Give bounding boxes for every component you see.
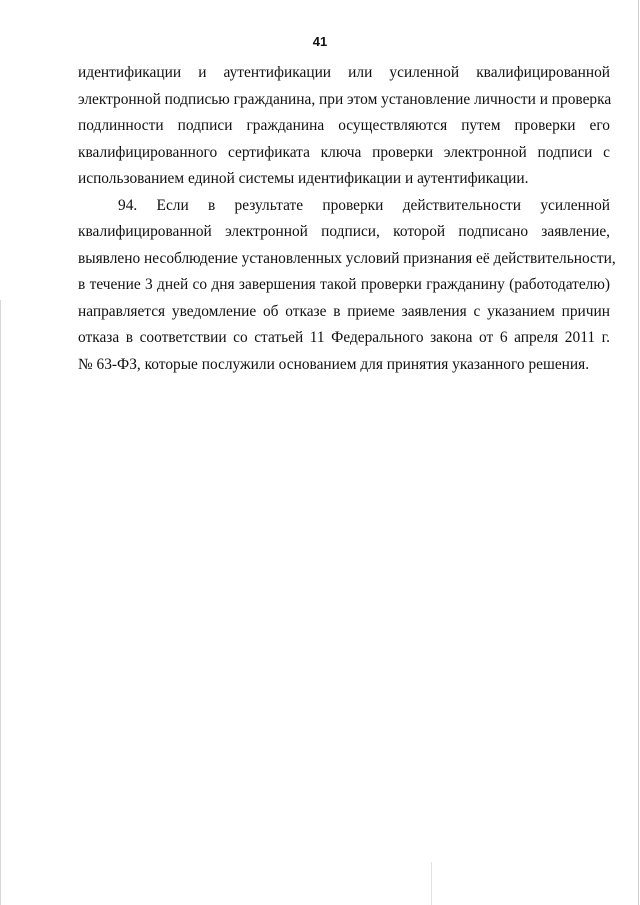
text-line: выявлено несоблюдение установленных условий признания её действительности, [78, 249, 616, 267]
text-line: идентификации и аутентификации или усиленной квалифицированной [78, 64, 610, 81]
scan-mark-bottom [431, 862, 432, 905]
document-body [78, 60, 616, 378]
text-line: направляется уведомление об отказе в приеме заявления с указанием причин [78, 302, 610, 320]
scan-edge-right [638, 0, 639, 905]
text-line: квалифицированного сертификата ключа проверки электронной подписи с [78, 143, 610, 161]
scan-edge-left [0, 300, 1, 905]
paragraph-94-first-line: 94. Если в результате проверки действительности усиленной [118, 196, 610, 214]
text-line: подлинности подписи гражданина осуществляются путем проверки его [78, 117, 610, 134]
text-line: электронной подписью гражданина, при этом установление личности и проверка [78, 90, 612, 108]
page-number: 41 [312, 34, 328, 49]
text-line: квалифицированной электронной подписи, которой подписано заявление, [78, 223, 610, 240]
text-line: № 63-ФЗ, которые послужили основанием для принятия указанного решения. [78, 355, 590, 373]
text-line: использованием единой системы идентификации и аутентификации. [78, 170, 529, 187]
text-line: отказа в соответствии со статьей 11 Федерального закона от 6 апреля 2011 г. [78, 329, 610, 346]
text-line: в течение 3 дней со дня завершения такой проверки гражданину (работодателю) [78, 276, 610, 293]
